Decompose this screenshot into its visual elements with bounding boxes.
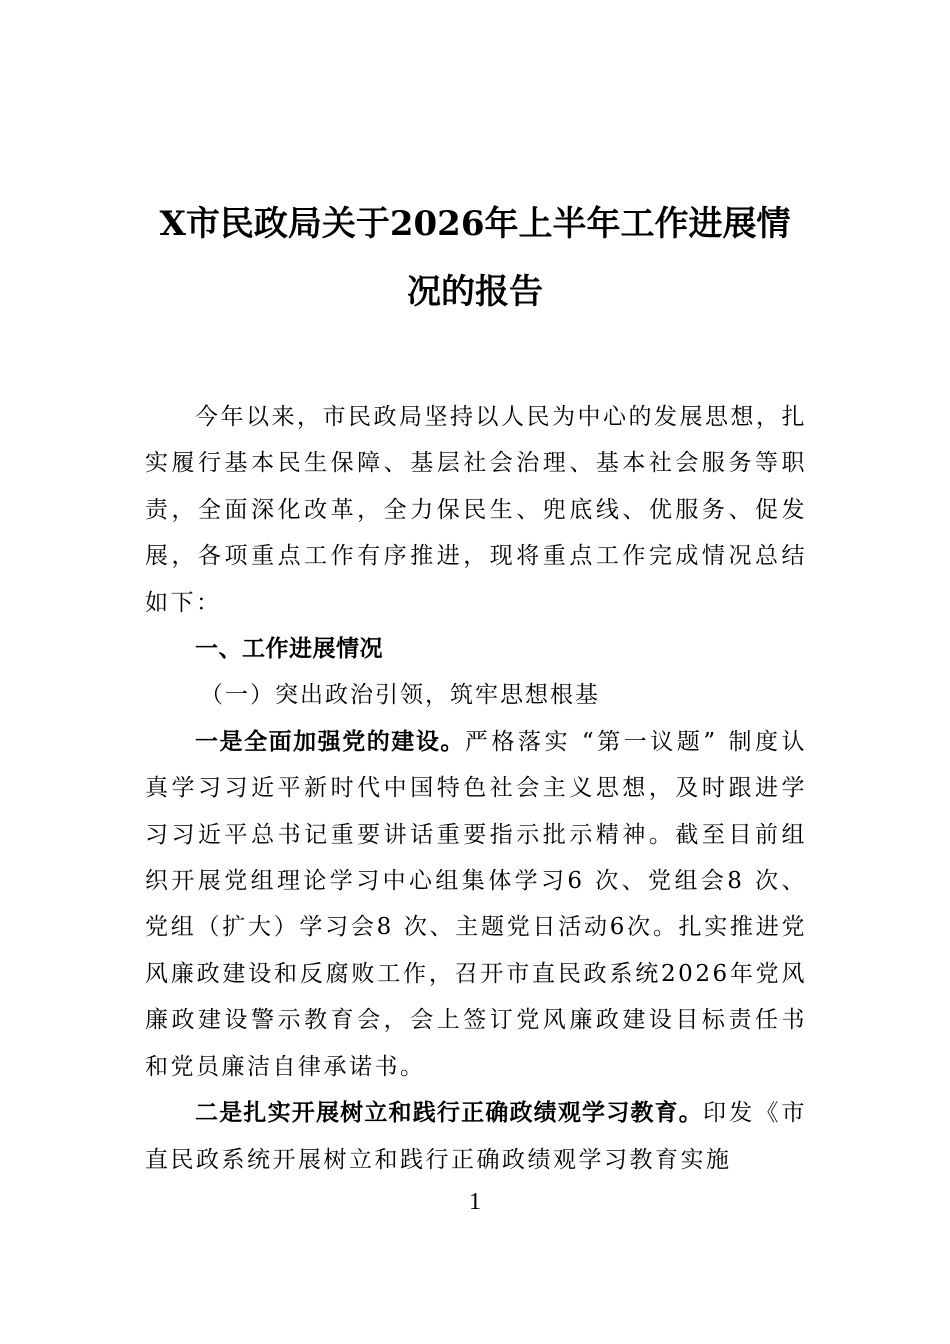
- item-paragraph-2: [145, 1090, 807, 1183]
- item-2-lead: 二是扎实开展树立和践行正确政绩观学习教育。: [195, 1100, 703, 1127]
- section-heading-1: 一、工作进展情况: [195, 636, 383, 663]
- item-1-text: 严格落实 “第一议题” 制度认真学习习近平新时代中国特色社会主义思想，及时跟进学习习近平总书记重要讲话重要指示批示精神。截至目前组织开展党组理论学习中心组集体学习6 次、党组会8 次、党组（扩大）学习会8 次、主题党日活动6次。扎实推进党风廉政建设和反腐败工作，召开市直民政系统2026年党风廉政建设警示教育会，会上签订党风廉政建设目标责任书和党员廉洁自律承诺书。: [145, 728, 808, 1080]
- document-body: [145, 394, 807, 1183]
- title-line-1: X市民政局关于2026年上半年工作进展情: [159, 204, 791, 244]
- item-1-lead: 一是全面加强党的建设。: [195, 728, 465, 755]
- item-paragraph-1: [145, 719, 807, 1090]
- title-line-2: 况的报告: [407, 272, 543, 312]
- document-title: [145, 190, 805, 326]
- page-number: 1: [469, 1189, 481, 1215]
- subsection-heading-1: （一）突出政治引领，筑牢思想根基: [200, 682, 600, 709]
- item-2-text: 印发《市直民政系统开展树立和践行正确政绩观学习教育实施: [145, 1100, 807, 1173]
- intro-paragraph: 今年以来，市民政局坚持以人民为中心的发展思想，扎实履行基本民生保障、基层社会治理、基本社会服务等职责，全面深化改革，全力保民生、兜底线、优服务、促发展，各项重点工作有序推进，现将重点工作完成情况总结如下：: [145, 404, 807, 616]
